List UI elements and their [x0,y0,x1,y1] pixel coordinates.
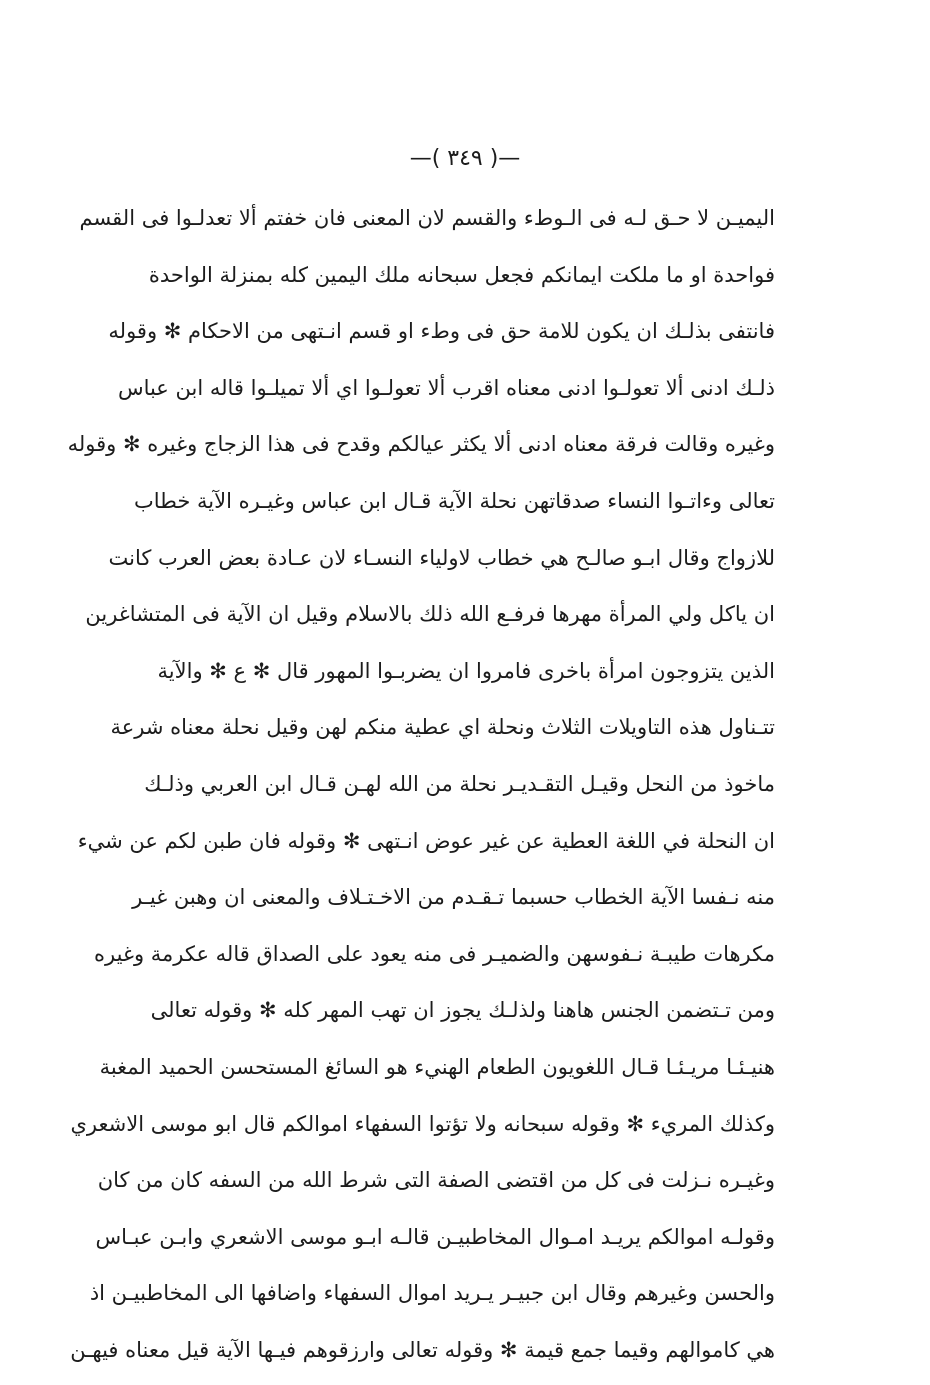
text-line: للازواج وقال ابـو صالـح هي خطاب لاولياء النسـاء لان عـادة بعض العرب كانت [108,545,775,570]
text-line: ان النحلة في اللغة العطية عن غير عوض انـتهى ✻ وقوله فان طبن لكم عن شيء [77,828,775,853]
text-line: تعالى وءاتـوا النساء صدقاتهن نحلة الآية قـال ابن عباس وغيـره الآية خطاب [133,488,775,513]
text-line: ومن تـتضمن الجنس هاهنا ولذلـك يجوز ان تهب المهر كله ✻ وقوله تعالى [150,998,775,1023]
text-line: اليميـن لا حـق لـه فى الـوطء والقسم لان المعنى فان خفتم ألا تعدلـوا فى القسم [79,206,775,230]
text-line: وقولـه اموالكم يريـد امـوال المخاطبيـن قالـه ابـو موسى الاشعري وابـن عبـاس [95,1224,775,1249]
page-number: —( ٣٤٩ )— [409,146,521,171]
body-text [67,190,775,1378]
text-line: تتـناول هذه التاويلات الثلاث ونحلة اي عطية منكم لهن وقيل نحلة معناه شرعة [110,715,775,740]
text-line: مكرهات طيبـة نـفوسهن والضميـر فى منه يعود على الصداق قاله عكرمة وغيره [94,941,775,966]
text-line: فانتفى بذلـك ان يكون للامة حق فى وطء او قسم انـتهى من الاحكام ✻ وقوله [108,319,775,344]
text-line: فواحدة او ما ملكت ايمانكم فجعل سبحانه ملك اليمين كله بمنزلة الواحدة [148,262,775,287]
text-line: الذين يتزوجون امرأة باخرى فامروا ان يضربـوا المهور قال ✻ ع ✻ والآية [157,658,775,683]
text-line: ان ياكل ولي المرأة مهرها فرفـع الله ذلك بالاسلام وقيل ان الآية فى المتشاغرين [85,602,775,627]
text-line: وغيـره نـزلت فى كل من اقتضى الصفة التى شرط الله من السفه كان من كان [97,1168,775,1193]
text-line: وغيره وقالت فرقة معناه ادنى ألا يكثر عيالكم وقدح فى هذا الزجاج وغيره ✻ وقوله [67,432,775,457]
text-line: ماخوذ من النحل وقيـل التقـديـر نحلة من الله لهـن قـال ابن العربي وذلـك [144,771,775,796]
text-line: هنيـئـا مريـئـا قـال اللغويون الطعام الهنيء هو السائغ المستحسن الحميد المغبة [99,1054,775,1079]
text-line: هي كاموالهم وقيما جمع قيمة ✻ وقوله تعالى وارزقوهم فيـها الآية قيل معناه فيهـن [70,1337,775,1362]
text-line: ذلـك ادنى ألا تعولـوا ادنى معناه اقرب ألا تعولـوا اي ألا تميلـوا قاله ابن عباس [117,375,775,400]
text-line: منه نـفسا الآية الخطاب حسبما تـقـدم من الاخـتـلاف والمعنى ان وهبن غيـر [132,885,775,910]
text-line: والحسن وغيرهم وقال ابن جبيـر يـريد اموال السفهاء واضافها الى المخاطبيـن اذ [89,1281,775,1306]
text-line: وكذلك المريء ✻ وقوله سبحانه ولا تؤتوا السفهاء اموالكم قال ابو موسى الاشعري [70,1111,775,1136]
